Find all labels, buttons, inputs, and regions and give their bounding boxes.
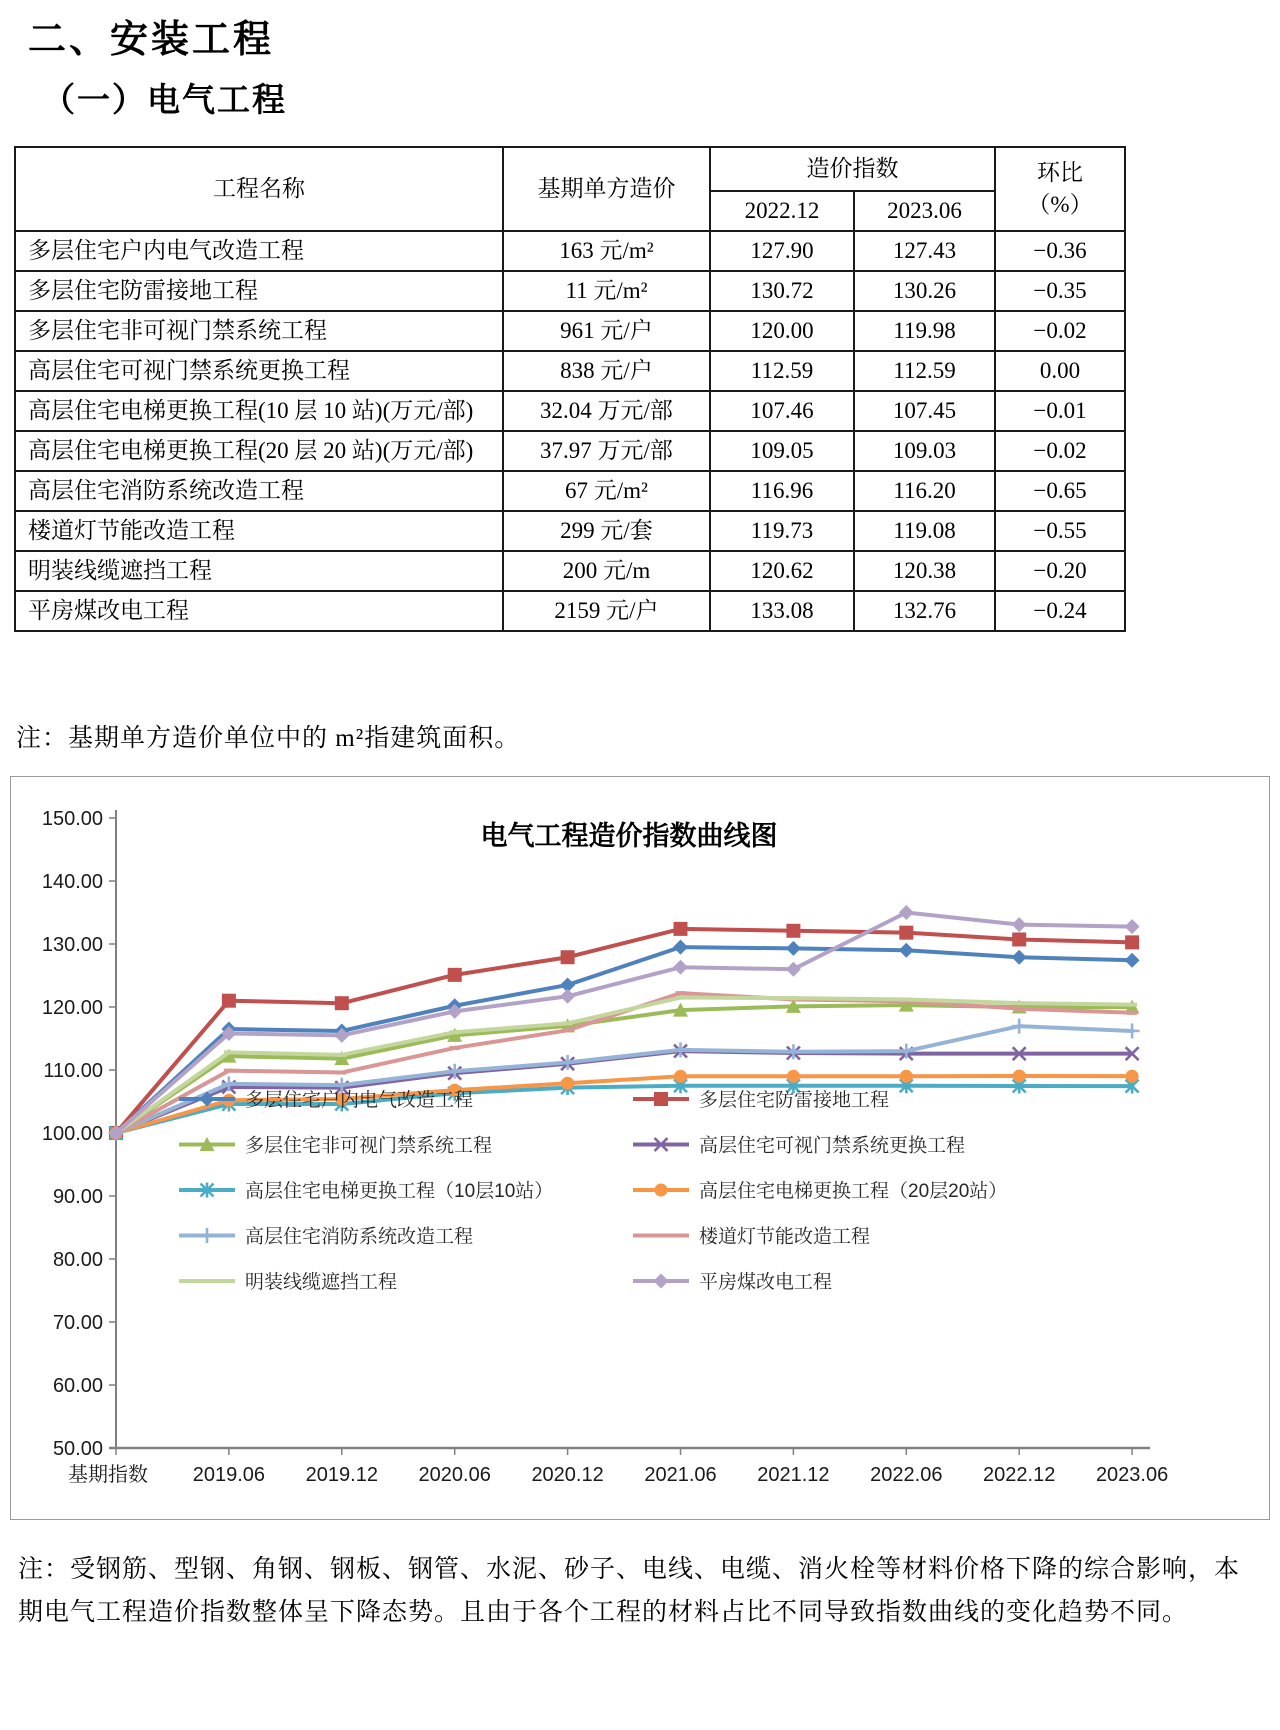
legend-marker-7 xyxy=(200,1228,215,1243)
project-name-cell: 多层住宅防雷接地工程 xyxy=(15,271,503,311)
project-name-cell: 高层住宅可视门禁系统更换工程 xyxy=(15,351,503,391)
series-2-point xyxy=(786,924,800,938)
y-axis-label: 130.00 xyxy=(41,934,103,956)
legend-item-3 xyxy=(179,1135,492,1157)
mom-cell: −0.55 xyxy=(995,511,1125,551)
cost-index-table xyxy=(14,146,1126,632)
index-2023-06-cell: 127.43 xyxy=(854,231,995,271)
legend-label-6: 高层住宅电梯更换工程（20层20站） xyxy=(699,1181,1008,1202)
index-2023-06-cell: 112.59 xyxy=(854,351,995,391)
series-2-point xyxy=(899,926,913,940)
series-6-point xyxy=(1013,1069,1026,1082)
index-2022-12-cell: 107.46 xyxy=(710,391,854,431)
mom-cell: −0.65 xyxy=(995,471,1125,511)
legend-label-10: 平房煤改电工程 xyxy=(699,1272,833,1293)
series-2-point xyxy=(222,994,236,1008)
y-axis-label: 140.00 xyxy=(41,871,103,893)
x-axis-label: 2022.12 xyxy=(983,1464,1056,1486)
legend-label-7: 高层住宅消防系统改造工程 xyxy=(245,1226,474,1248)
index-2023-06-cell: 107.45 xyxy=(854,391,995,431)
legend-label-4: 高层住宅可视门禁系统更换工程 xyxy=(699,1135,966,1157)
y-axis-label: 100.00 xyxy=(41,1123,103,1145)
index-2023-06-cell: 119.08 xyxy=(854,511,995,551)
base-cost-cell: 2159 元/户 xyxy=(503,591,710,631)
legend-label-1: 多层住宅户内电气改造工程 xyxy=(245,1090,474,1111)
y-axis-label: 110.00 xyxy=(43,1060,103,1082)
chart-canvas xyxy=(11,777,1267,1517)
table-row xyxy=(15,271,1125,311)
base-cost-cell: 961 元/户 xyxy=(503,311,710,351)
table-row xyxy=(15,351,1125,391)
y-axis-label: 70.00 xyxy=(52,1312,103,1334)
cost-table-body xyxy=(15,231,1125,631)
base-cost-cell: 299 元/套 xyxy=(503,511,710,551)
index-2023-06-cell: 120.38 xyxy=(854,551,995,591)
project-name-cell: 多层住宅非可视门禁系统工程 xyxy=(15,311,503,351)
base-cost-cell: 163 元/m² xyxy=(503,231,710,271)
table-row xyxy=(15,471,1125,511)
y-axis-label: 120.00 xyxy=(41,997,103,1019)
series-10-point xyxy=(673,960,688,975)
index-2022-12-cell: 120.62 xyxy=(710,551,854,591)
index-2022-12-cell: 112.59 xyxy=(710,351,854,391)
mom-cell: −0.02 xyxy=(995,311,1125,351)
table-row xyxy=(15,511,1125,551)
legend-item-2 xyxy=(633,1089,889,1111)
project-name-cell: 高层住宅消防系统改造工程 xyxy=(15,471,503,511)
legend-label-3: 多层住宅非可视门禁系统工程 xyxy=(245,1135,493,1157)
mom-cell: −0.36 xyxy=(995,231,1125,271)
base-cost-cell: 37.97 万元/部 xyxy=(503,431,710,471)
series-2-point xyxy=(1012,932,1026,946)
legend-label-2: 多层住宅防雷接地工程 xyxy=(699,1090,890,1111)
series-2-point xyxy=(674,922,688,936)
table-row xyxy=(15,431,1125,471)
index-2022-12-cell: 119.73 xyxy=(710,511,854,551)
legend-marker-2 xyxy=(654,1092,668,1106)
project-name-cell: 多层住宅户内电气改造工程 xyxy=(15,231,503,271)
project-name-cell: 楼道灯节能改造工程 xyxy=(15,511,503,551)
x-axis-label: 2021.12 xyxy=(757,1464,830,1486)
table-row xyxy=(15,311,1125,351)
legend-label-9: 明装线缆遮挡工程 xyxy=(245,1272,398,1293)
chart-title: 电气工程造价指数曲线图 xyxy=(480,821,778,851)
y-axis-label: 60.00 xyxy=(52,1375,103,1397)
series-7-point xyxy=(1125,1023,1140,1038)
series-10-point xyxy=(786,962,801,977)
mom-cell: 0.00 xyxy=(995,351,1125,391)
series-1-point xyxy=(1125,953,1140,968)
table-row xyxy=(15,551,1125,591)
x-axis-label: 2020.06 xyxy=(418,1464,491,1486)
col-header-mom-line2: （%） xyxy=(1027,192,1093,217)
table-row xyxy=(15,391,1125,431)
series-7-point xyxy=(899,1044,914,1059)
table-row xyxy=(15,591,1125,631)
legend-marker-10 xyxy=(654,1274,669,1289)
index-2023-06-cell: 119.98 xyxy=(854,311,995,351)
project-name-cell: 高层住宅电梯更换工程(10 层 10 站)(万元/部) xyxy=(15,391,503,431)
x-axis-label: 2021.06 xyxy=(644,1464,717,1486)
index-2022-12-cell: 120.00 xyxy=(710,311,854,351)
series-7-point xyxy=(1012,1019,1027,1034)
legend-item-7 xyxy=(179,1226,473,1248)
index-2023-06-cell: 130.26 xyxy=(854,271,995,311)
legend-label-8: 楼道灯节能改造工程 xyxy=(699,1226,871,1248)
series-10-point xyxy=(1012,917,1027,932)
series-2-point xyxy=(448,968,462,982)
x-axis-label: 2023.06 xyxy=(1095,1464,1169,1486)
series-1-point xyxy=(899,943,914,958)
project-name-cell: 高层住宅电梯更换工程(20 层 20 站)(万元/部) xyxy=(15,431,503,471)
series-1-point xyxy=(673,940,688,955)
legend-marker-6 xyxy=(655,1184,668,1197)
series-6-point xyxy=(674,1070,687,1083)
series-6-point xyxy=(1126,1070,1139,1083)
y-axis-label: 80.00 xyxy=(52,1249,103,1271)
index-2022-12-cell: 133.08 xyxy=(710,591,854,631)
y-axis-label: 150.00 xyxy=(41,808,103,830)
base-cost-cell: 200 元/m xyxy=(503,551,710,591)
series-10-point xyxy=(899,905,914,920)
mom-cell: −0.20 xyxy=(995,551,1125,591)
series-6-point xyxy=(787,1070,800,1083)
series-2-point xyxy=(335,996,349,1010)
col-header-mom xyxy=(995,147,1125,231)
legend-label-5: 高层住宅电梯更换工程（10层10站） xyxy=(245,1181,554,1202)
subsection-title: （一）电气工程 xyxy=(42,81,287,118)
index-2023-06-cell: 116.20 xyxy=(854,471,995,511)
table-row xyxy=(15,231,1125,271)
col-header-index-group: 造价指数 xyxy=(710,147,995,191)
y-axis-label: 50.00 xyxy=(52,1438,103,1460)
series-2-point xyxy=(1125,935,1139,949)
x-axis-label: 基期指数 xyxy=(68,1464,148,1486)
y-axis-label: 90.00 xyxy=(52,1186,103,1208)
index-2022-12-cell: 127.90 xyxy=(710,231,854,271)
col-header-project-name: 工程名称 xyxy=(15,147,503,231)
mom-cell: −0.24 xyxy=(995,591,1125,631)
base-cost-cell: 11 元/m² xyxy=(503,271,710,311)
legend-item-4 xyxy=(633,1135,965,1157)
x-axis-label: 2020.12 xyxy=(531,1464,604,1486)
project-name-cell: 明装线缆遮挡工程 xyxy=(15,551,503,591)
legend-item-8 xyxy=(633,1225,870,1248)
index-2022-12-cell: 109.05 xyxy=(710,431,854,471)
legend-item-5 xyxy=(179,1180,553,1202)
series-10-point xyxy=(560,989,575,1004)
col-header-2022-12: 2022.12 xyxy=(710,191,854,231)
base-cost-cell: 67 元/m² xyxy=(503,471,710,511)
series-6-point xyxy=(561,1077,574,1090)
mom-cell: −0.02 xyxy=(995,431,1125,471)
section-title: 二、安装工程 xyxy=(28,19,275,61)
cost-index-chart xyxy=(10,776,1270,1520)
series-line-8 xyxy=(116,993,1132,1133)
mom-cell: −0.01 xyxy=(995,391,1125,431)
col-header-base-cost: 基期单方造价 xyxy=(503,147,710,231)
chart-note: 注：受钢筋、型钢、角钢、钢板、钢管、水泥、砂子、电线、电缆、消火栓等材料价格下降的综合影响，本期电气工程造价指数整体呈下降态势。且由于各个工程的材料占比不同导致指数曲线的变化趋势不同。 xyxy=(18,1556,1241,1626)
base-cost-cell: 838 元/户 xyxy=(503,351,710,391)
col-header-2023-06: 2023.06 xyxy=(854,191,995,231)
index-2022-12-cell: 116.96 xyxy=(710,471,854,511)
series-1-point xyxy=(1012,950,1027,965)
series-2-point xyxy=(561,950,575,964)
x-axis-label: 2019.06 xyxy=(192,1464,266,1486)
x-axis-label: 2019.12 xyxy=(305,1464,378,1486)
series-7-point xyxy=(447,1064,462,1079)
series-line-3 xyxy=(116,1005,1132,1133)
x-axis-label: 2022.06 xyxy=(870,1464,943,1486)
index-2022-12-cell: 130.72 xyxy=(710,271,854,311)
series-10-point xyxy=(1125,919,1140,934)
index-2023-06-cell: 132.76 xyxy=(854,591,995,631)
mom-cell: −0.35 xyxy=(995,271,1125,311)
legend-item-6 xyxy=(633,1180,1007,1202)
base-cost-cell: 32.04 万元/部 xyxy=(503,391,710,431)
series-1-point xyxy=(786,941,801,956)
table-note: 注：基期单方造价单位中的 m²指建筑面积。 xyxy=(16,725,521,752)
project-name-cell: 平房煤改电工程 xyxy=(15,591,503,631)
index-2023-06-cell: 109.03 xyxy=(854,431,995,471)
col-header-mom-line1: 环比 xyxy=(1037,160,1083,185)
series-6-point xyxy=(900,1070,913,1083)
